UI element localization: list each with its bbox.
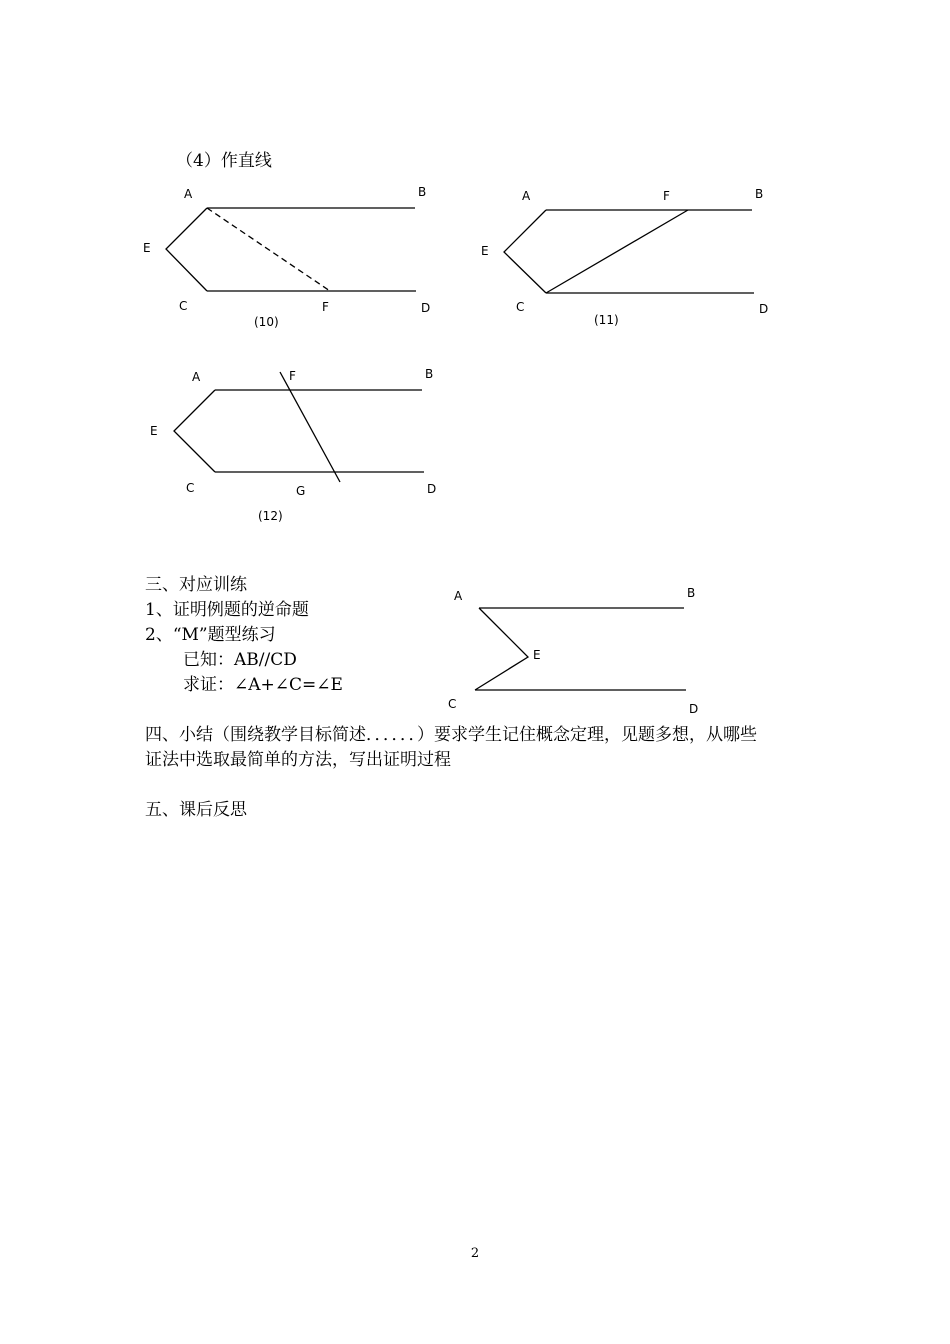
section3-given: 已知：AB//CD: [183, 650, 297, 670]
section3-prove: 求证：∠A+∠C=∠E: [183, 675, 343, 695]
label-a: A: [454, 589, 463, 603]
section3-item2: 2、“M”题型练习: [145, 625, 276, 645]
label-d: D: [421, 301, 431, 315]
label-a: A: [192, 370, 201, 384]
label-c: C: [448, 697, 457, 711]
broken-line-aec: [504, 210, 546, 293]
label-a: A: [184, 187, 193, 201]
label-c: C: [516, 300, 525, 314]
figure-12: [150, 367, 436, 523]
section3-item1: 1、证明例题的逆命题: [145, 600, 309, 620]
caption-11: (11): [594, 313, 619, 327]
label-d: D: [759, 302, 769, 316]
section4-heading: （4）作直线: [176, 151, 272, 171]
figure-m: [448, 586, 698, 716]
caption-12: (12): [258, 509, 283, 523]
figure-10: [143, 185, 430, 329]
label-f: F: [322, 300, 329, 314]
caption-10: (10): [254, 315, 279, 329]
broken-line-aec: [166, 208, 207, 291]
section4-summary-line2: 证法中选取最简单的方法，写出证明过程: [145, 750, 451, 770]
section5-heading: 五、课后反思: [145, 800, 247, 820]
label-f: F: [289, 369, 296, 383]
broken-line-aec: [475, 608, 528, 690]
section3-heading: 三、对应训练: [145, 575, 247, 595]
section4-summary-line1: 四、小结（围绕教学目标简述．．．．．．）要求学生记住概念定理，见题多想，从哪些: [145, 725, 757, 745]
label-c: C: [179, 299, 188, 313]
page-number: 2: [470, 1246, 480, 1261]
label-b: B: [425, 367, 434, 381]
label-e: E: [533, 648, 541, 662]
label-c: C: [186, 481, 195, 495]
line-cf: [546, 210, 688, 293]
label-b: B: [755, 187, 764, 201]
label-d: D: [689, 702, 699, 716]
label-g: G: [296, 484, 306, 498]
line-fg: [280, 372, 340, 482]
broken-line-aec: [174, 390, 215, 472]
label-f: F: [663, 189, 670, 203]
figure-11: [481, 187, 768, 327]
label-d: D: [427, 482, 437, 496]
label-a: A: [522, 189, 531, 203]
label-b: B: [687, 586, 696, 600]
label-e: E: [150, 424, 158, 438]
label-e: E: [143, 241, 151, 255]
label-b: B: [418, 185, 427, 199]
dashed-line-af: [207, 208, 330, 291]
label-e: E: [481, 244, 489, 258]
